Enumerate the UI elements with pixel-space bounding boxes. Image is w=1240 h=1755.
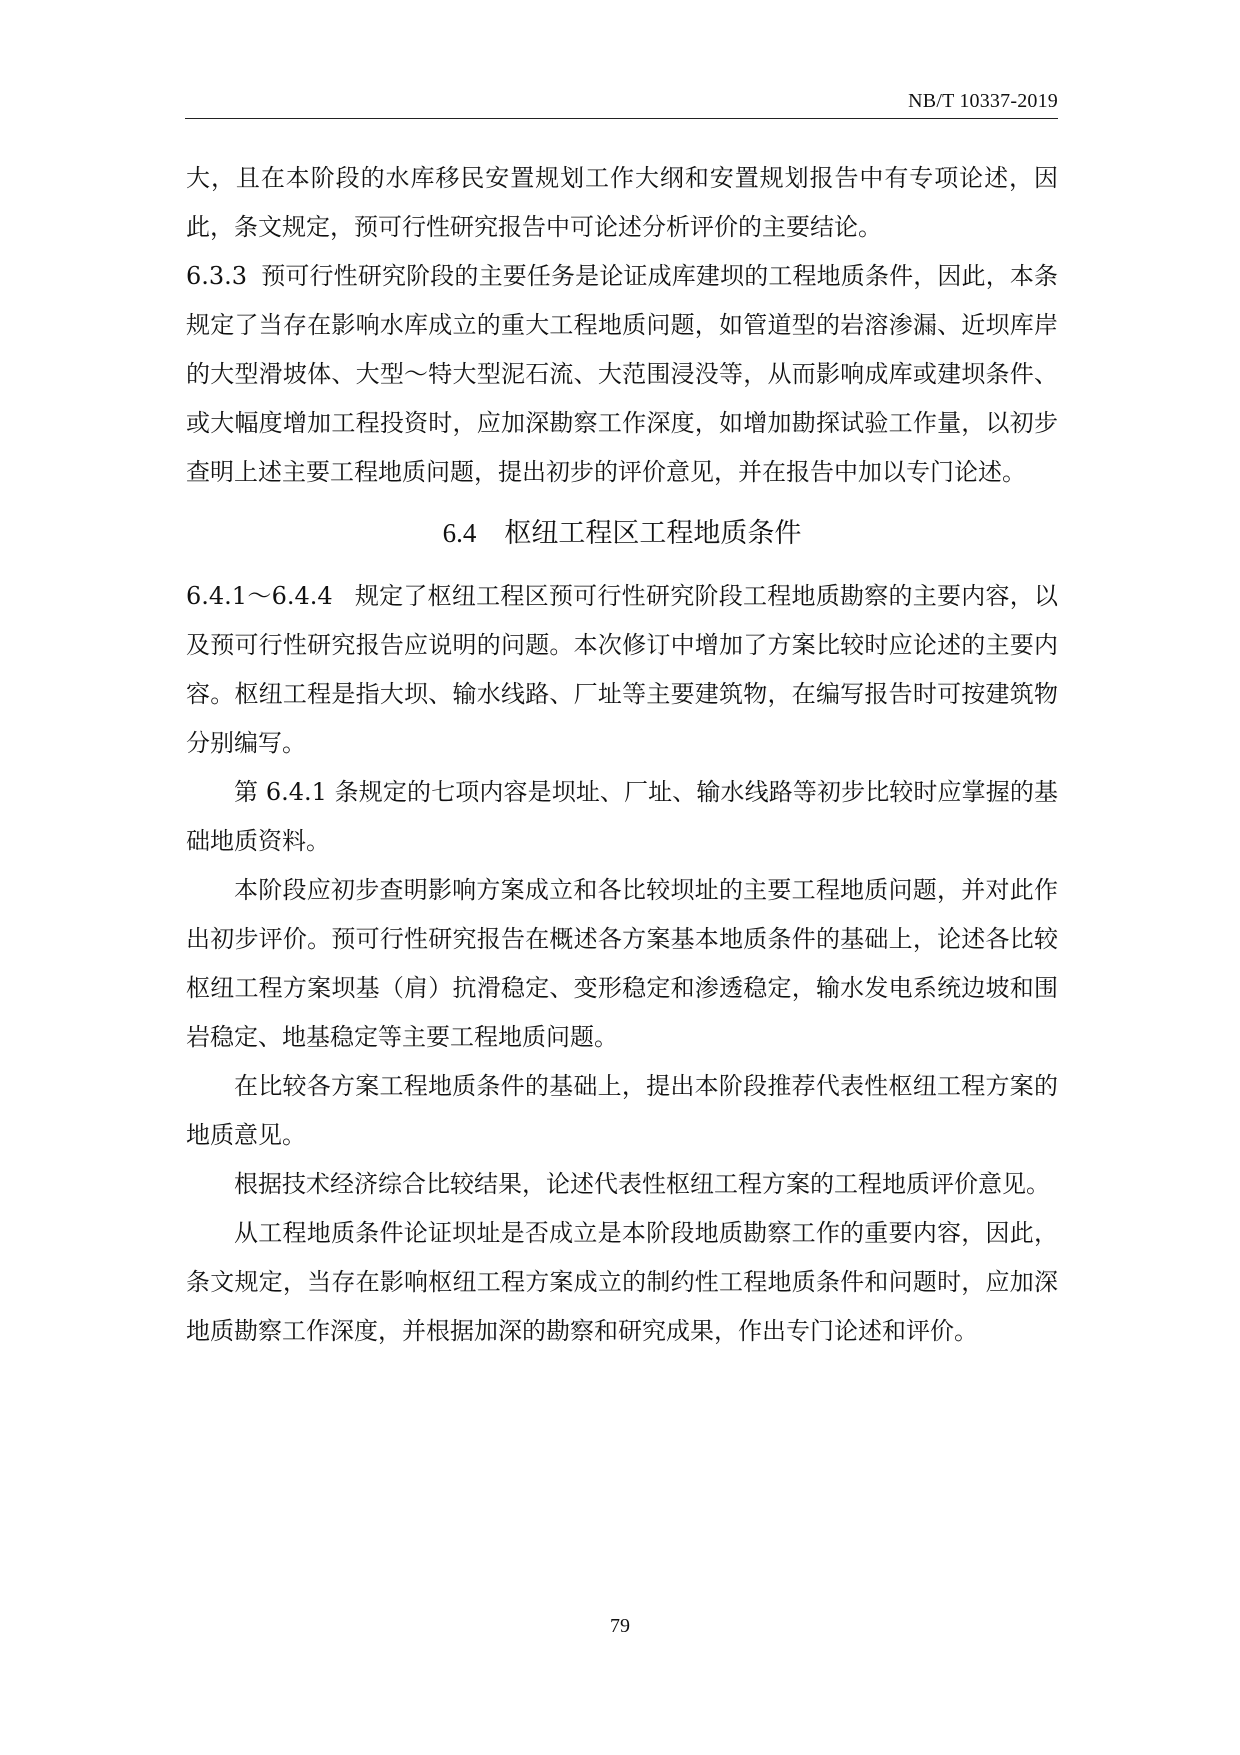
section-heading (186, 505, 1058, 562)
paragraph-final: 从工程地质条件论证坝址是否成立是本阶段地质勘察工作的重要内容，因此，条文规定，当存在影响枢纽工程方案成立的制约性工程地质条件和问题时，应加深地质勘察工作深度，并根据加深的勘察和研究成果，作出专门论述和评价。 (186, 1219, 1058, 1345)
clause-number: 6.3.3 (186, 262, 248, 290)
paragraph-tech-economic: 根据技术经济综合比较结果，论述代表性枢纽工程方案的工程地质评价意见。 (234, 1170, 1050, 1198)
paragraph-stage-review: 本阶段应初步查明影响方案成立和各比较坝址的主要工程地质问题，并对此作出初步评价。预可行性研究报告在概述各方案基本地质条件的基础上，论述各比较枢纽工程方案坝基（肩）抗滑稳定、变形稳定和渗透稳定，输水发电系统边坡和围岩稳定、地基稳定等主要工程地质问题。 (186, 876, 1058, 1051)
page-number: 79 (610, 1615, 630, 1637)
clause-6-3-3 (186, 252, 1058, 497)
clause-text: 规定了枢纽工程区预可行性研究阶段工程地质勘察的主要内容，以及预可行性研究报告应说明的问题。本次修订中增加了方案比较时应论述的主要内容。枢纽工程是指大坝、输水线路、厂址等主要建筑物，在编写报告时可按建筑物分别编写。 (186, 582, 1058, 757)
paragraph-continuation: 大，且在本阶段的水库移民安置规划工作大纲和安置规划报告中有专项论述，因此，条文规定，预可行性研究报告中可论述分析评价的主要结论。 (186, 164, 1058, 241)
body-text (186, 154, 1058, 1356)
clause-text: 预可行性研究阶段的主要任务是论证成库建坝的工程地质条件，因此，本条规定了当存在影响水库成立的重大工程地质问题，如管道型的岩溶渗漏、近坝库岸的大型滑坡体、大型～特大型泥石流、大范围浸没等，从而影响成库或建坝条件、或大幅度增加工程投资时，应加深勘察工作深度，如增加勘探试验工作量，以初步查明上述主要工程地质问题，提出初步的评价意见，并在报告中加以专门论述。 (186, 262, 1058, 486)
paragraph-seven-items: 第 6.4.1 条规定的七项内容是坝址、厂址、输水线路等初步比较时应掌握的基础地质资料。 (186, 778, 1058, 855)
clause-6-4-1 (186, 572, 1058, 768)
standard-code: NB/T 10337-2019 (908, 90, 1058, 112)
paragraph-scheme-compare: 在比较各方案工程地质条件的基础上，提出本阶段推荐代表性枢纽工程方案的地质意见。 (186, 1072, 1058, 1149)
section-number: 6.4 (442, 518, 477, 548)
section-title: 枢纽工程区工程地质条件 (504, 518, 802, 549)
header-rule (185, 118, 1058, 119)
clause-number: 6.4.1～6.4.4 (186, 582, 333, 610)
